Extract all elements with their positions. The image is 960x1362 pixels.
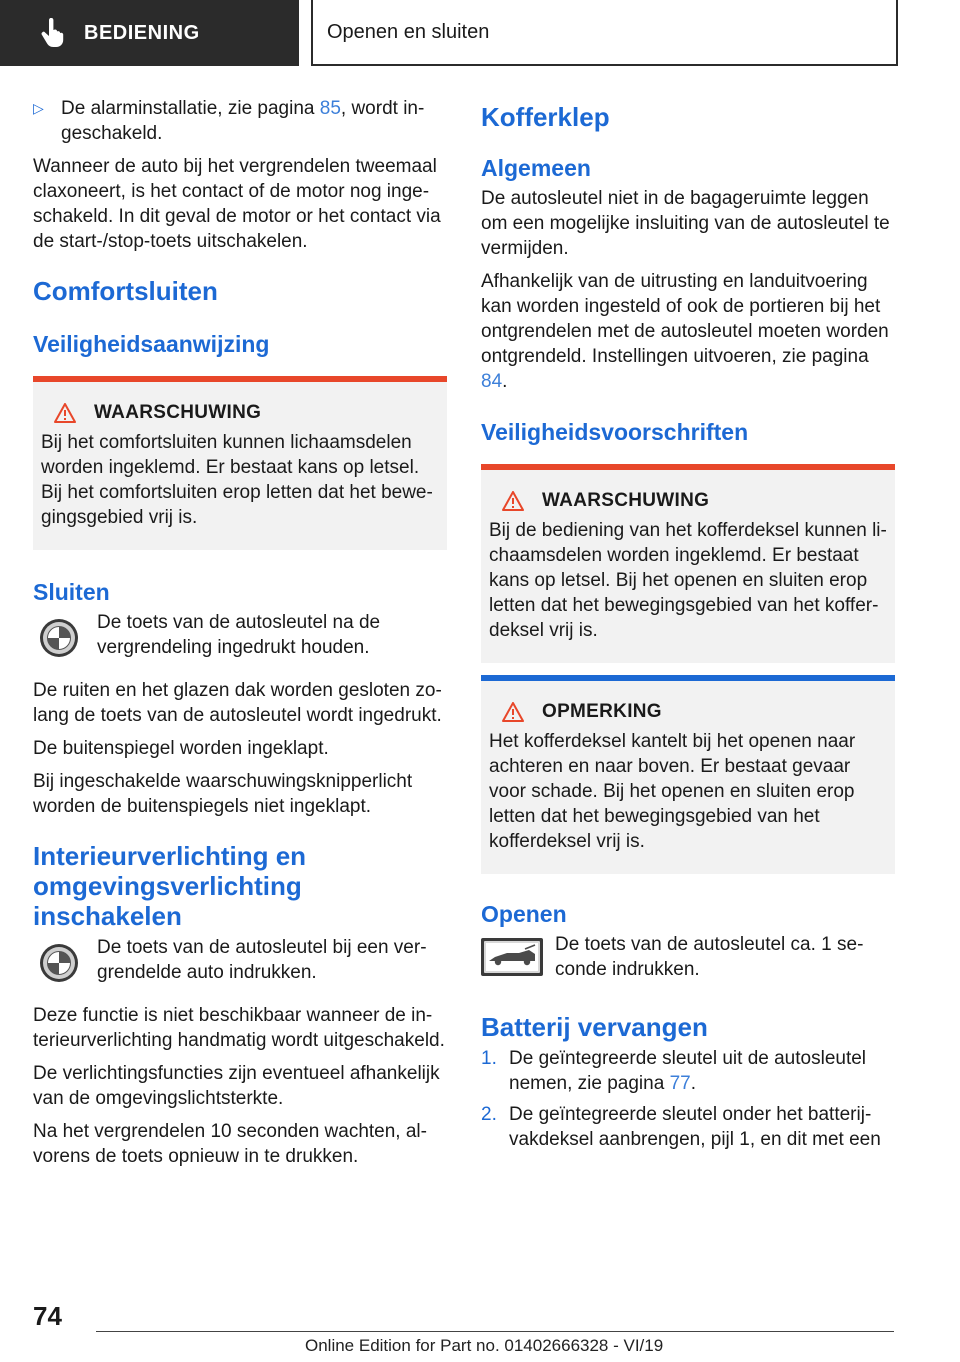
list-item-text-end: , wordt ingeschakeld. xyxy=(61,98,425,144)
list-item xyxy=(33,96,447,146)
step-number: 1. xyxy=(481,1048,497,1069)
list-item xyxy=(481,1102,895,1152)
heading-openen: Openen xyxy=(481,901,567,927)
paragraph-afhankelijk xyxy=(481,269,895,394)
heading-interieurverlichting: Interieurverlichting en omgevingsverlichting inschakelen xyxy=(33,841,307,931)
interieur-instruction: De toets van de autosleutel bij een vergrendelde auto indrukken. xyxy=(97,937,427,983)
note-title: OPMERKING xyxy=(542,701,662,722)
paragraph-knipper: Bij ingeschakelde waarschuwingsknipperlicht worden de buitenspiegels niet ingeklapt. xyxy=(33,771,413,817)
warning-text: Bij het comfortsluiten erop letten dat het bewegingsgebied vrij is. xyxy=(41,482,433,528)
heading-veiligheidsaanwijzing: Veiligheidsaanwijzing xyxy=(33,331,270,357)
left-column xyxy=(33,96,447,1177)
page-link-77[interactable]: 77 xyxy=(669,1073,691,1094)
paragraph-leggen: De autosleutel niet in de bagageruimte leggen om een mogelijke insluiting van de autosleutel te vermijden. xyxy=(481,188,890,259)
paragraph-ruiten: De ruiten en het glazen dak worden gesloten zolang de toets van de autosleutel wordt ingedrukt. xyxy=(33,680,442,726)
list-item xyxy=(481,1046,895,1096)
section-tab xyxy=(0,0,299,66)
warning-triangle-icon xyxy=(502,702,524,722)
icon-instruction xyxy=(481,932,895,990)
page-number: 74 xyxy=(33,1301,62,1331)
step-number: 2. xyxy=(481,1104,497,1125)
footer-edition: Online Edition for Part no. 01402666328 - VI/19 xyxy=(305,1336,664,1355)
warning-title: WAARSCHUWING xyxy=(542,490,710,511)
sluiten-instruction: De toets van de autosleutel na de vergrendeling ingedrukt houden. xyxy=(97,612,381,658)
chapter-title: Openen en sluiten xyxy=(327,20,490,43)
warning-triangle-icon xyxy=(502,491,524,511)
warning-triangle-icon xyxy=(54,403,76,423)
chapter-tab xyxy=(311,0,898,66)
warning-box xyxy=(481,464,895,663)
paragraph-verlichting: De verlichtingsfuncties zijn eventueel afhankelijk van de omgevingslichtsterkte. xyxy=(33,1063,440,1109)
paragraph-functie: Deze functie is niet beschikbaar wanneer de interieurverlichting handmatig wordt uitgeschakeld. xyxy=(33,1005,445,1051)
footer-divider xyxy=(96,1331,894,1332)
bmw-logo-icon xyxy=(33,943,85,983)
step-text: De geïntegreerde sleutel onder het batterijvakdeksel aanbrengen, pijl 1, en dit met een xyxy=(509,1104,881,1150)
car-trunk-icon xyxy=(481,938,543,976)
warning-box xyxy=(33,376,447,550)
warning-text: Bij het comfortsluiten kunnen lichaamsdelen worden ingeklemd. Er bestaat kans op letsel. xyxy=(41,432,420,478)
heading-algemeen: Algemeen xyxy=(481,155,591,181)
paragraph-afhankelijk-text: Afhankelijk van de uitrusting en landuitvoering kan worden ingesteld of ook de portieren bij het ontgrendelen met de autosleutel moeten worden ontgrendeld. Instellingen uitvoeren, zie pagina xyxy=(481,271,889,367)
note-text: Het kofferdeksel kantelt bij het openen naar achteren en naar boven. Er bestaat gevaar voor schade. Bij het openen en sluiten erop letten dat het bewegingsgebied van het kofferdeksel vrij is. xyxy=(489,731,856,852)
note-box xyxy=(481,675,895,874)
paragraph-spiegel: De buitenspiegel worden ingeklapt. xyxy=(33,738,329,759)
heading-sluiten: Sluiten xyxy=(33,579,110,605)
section-title: BEDIENING xyxy=(84,21,200,44)
step-text: De geïntegreerde sleutel uit de autosleutel nemen, zie pagina xyxy=(509,1048,867,1094)
hand-pointer-icon xyxy=(40,18,66,48)
right-column xyxy=(481,96,895,1158)
list-item-text: De alarminstallatie, zie pagina xyxy=(61,98,320,119)
openen-instruction: De toets van de autosleutel ca. 1 seconde indrukken. xyxy=(555,934,864,980)
bmw-logo-icon xyxy=(33,618,85,658)
icon-instruction xyxy=(33,935,447,993)
paragraph-afhankelijk-end: . xyxy=(502,371,508,392)
paragraph-wachten: Na het vergrendelen 10 seconden wachten, alvorens de toets opnieuw in te drukken. xyxy=(33,1121,427,1167)
heading-batterij: Batterij vervangen xyxy=(481,1012,708,1042)
page-link-84[interactable]: 84 xyxy=(481,371,503,392)
icon-instruction xyxy=(33,610,447,668)
triangle-right-icon: ▷ xyxy=(33,100,44,116)
heading-veiligheidsvoorschriften: Veiligheidsvoorschriften xyxy=(481,419,749,445)
warning-text: Bij de bediening van het kofferdeksel kunnen lichaamsdelen worden ingeklemd. Er bestaat kans op letsel. Bij het openen en sluiten erop letten dat het bewegingsgebied van het kofferdeksel vrij is. xyxy=(489,520,887,641)
warning-title: WAARSCHUWING xyxy=(94,402,262,423)
heading-comfortsluiten: Comfortsluiten xyxy=(33,276,218,306)
heading-kofferklep: Kofferklep xyxy=(481,102,610,132)
paragraph-tweemaal: Wanneer de auto bij het vergrendelen tweemaal claxoneert, is het contact of de motor nog ingeschakeld. In dit geval de motor or het contact via de start-/stop-toets uitschakelen. xyxy=(33,156,441,252)
page-link-85[interactable]: 85 xyxy=(319,98,341,119)
step-text-end: . xyxy=(690,1073,696,1094)
